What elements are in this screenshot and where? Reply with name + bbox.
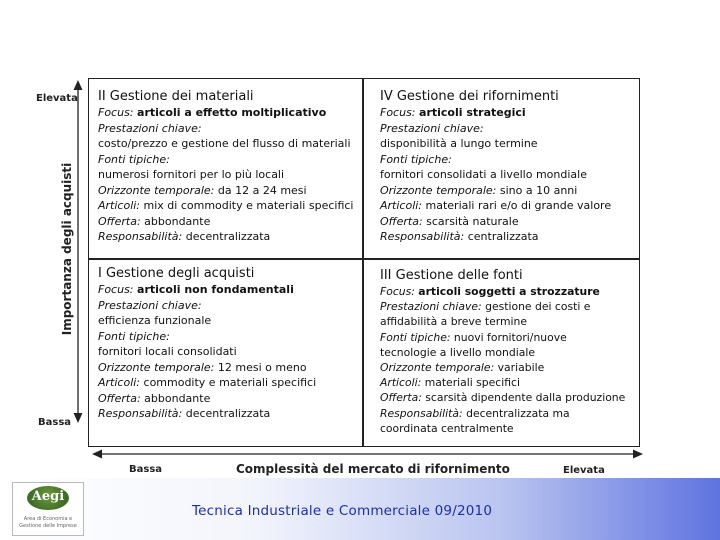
quadrant-text-line	[380, 198, 611, 214]
quadrant-title: I Gestione degli acquisti	[98, 266, 255, 281]
quadrant-text-line	[380, 229, 611, 245]
attribute-key: Focus:	[98, 106, 134, 119]
matrix-horizontal-divider	[88, 258, 640, 260]
attribute-key: Responsabilità:	[98, 230, 183, 243]
attribute-key: Orizzonte temporale:	[380, 183, 497, 197]
attribute-value: decentralizzata ma	[466, 406, 570, 420]
attribute-key: Articoli:	[98, 376, 141, 389]
quadrant-text-line: Fonti tipiche:	[98, 329, 170, 343]
quadrant-text-line: Fonti tipiche:	[380, 152, 452, 166]
quadrant-text-line	[98, 214, 353, 230]
attribute-value: variabile	[497, 361, 545, 375]
quadrant-text-line	[380, 284, 625, 299]
quadrant-text-line	[98, 229, 353, 245]
attribute-key: Orizzonte temporale:	[98, 360, 215, 374]
footer-text: Tecnica Industriale e Commerciale 09/2010	[192, 503, 493, 519]
quadrant-text-line: numerosi fornitori per lo più locali	[98, 168, 285, 181]
attribute-value: abbondante	[144, 391, 211, 405]
attribute-key: Offerta:	[98, 214, 141, 228]
attribute-value: scarsità dipendente dalla produzione	[425, 391, 626, 405]
attribute-value: scarsità naturale	[426, 214, 519, 228]
quadrant-text-line	[98, 391, 316, 407]
attribute-key: Focus:	[380, 285, 415, 298]
attribute-value: articoli a effetto moltiplicativo	[137, 106, 327, 119]
attribute-value: articoli soggetti a strozzature	[418, 285, 600, 298]
attribute-key: Offerta:	[380, 391, 422, 405]
x-axis-title: Complessità del mercato di rifornimento	[236, 462, 510, 476]
quadrant-text-line	[380, 214, 611, 230]
x-axis-high-label: Elevata	[563, 465, 605, 476]
y-axis-title: Importanza degli acquisti	[60, 162, 74, 336]
quadrant-text-line	[380, 299, 625, 314]
attribute-key: Fonti tipiche:	[380, 330, 451, 344]
quadrant-title: II Gestione dei materiali	[98, 89, 254, 104]
attribute-key: Responsabilità:	[380, 230, 465, 243]
x-axis-arrowhead-right	[633, 450, 643, 459]
attribute-value: decentralizzata	[185, 230, 271, 243]
quadrant-text-line	[380, 360, 625, 375]
attribute-key: Orizzonte temporale:	[380, 361, 495, 375]
attribute-value: centralizzata	[467, 230, 539, 243]
x-axis-arrowhead-left	[92, 450, 102, 459]
quadrant-text-line	[98, 105, 353, 121]
quadrant-iii	[380, 267, 625, 436]
quadrant-text-line: Prestazioni chiave:	[98, 121, 202, 135]
quadrant-title: III Gestione delle fonti	[380, 268, 523, 283]
quadrant-title: IV Gestione dei rifornimenti	[380, 89, 559, 104]
quadrant-text-line: costo/prezzo e gestione del flusso di materiali	[98, 137, 351, 150]
attribute-key: Articoli:	[380, 376, 422, 390]
attribute-key: Prestazioni chiave:	[380, 300, 482, 314]
quadrant-ii	[98, 88, 353, 245]
attribute-value: nuovi fornitori/nuove	[453, 330, 567, 344]
attribute-key: Responsabilità:	[98, 407, 183, 420]
quadrant-text-line	[380, 330, 625, 345]
quadrant-text-line: tecnologie a livello mondiale	[380, 345, 535, 359]
attribute-key: Offerta:	[98, 391, 141, 405]
attribute-value: gestione dei costi e	[485, 300, 591, 314]
attribute-value: materiali specifici	[424, 376, 520, 390]
quadrant-text-line	[98, 406, 316, 422]
quadrant-text-line	[98, 183, 353, 199]
attribute-value: articoli strategici	[419, 106, 526, 119]
attribute-value: 12 mesi o meno	[217, 360, 307, 374]
attribute-key: Offerta:	[380, 214, 423, 228]
quadrant-text-line: disponibilità a lungo termine	[380, 137, 538, 150]
quadrant-i	[98, 265, 316, 422]
attribute-value: decentralizzata	[185, 407, 271, 420]
attribute-value: sino a 10 anni	[499, 183, 578, 197]
attribute-value: mix di commodity e materiali specifici	[143, 199, 354, 212]
logo-subtitle: Area di Economia e Gestione delle Imprese	[19, 516, 77, 529]
quadrant-text-line: fornitori consolidati a livello mondiale	[380, 168, 587, 181]
attribute-value: materiali rari e/o di grande valore	[425, 199, 612, 212]
attribute-key: Articoli:	[380, 199, 423, 212]
logo-name: Aegi	[31, 489, 65, 504]
quadrant-text-line	[380, 105, 611, 121]
quadrant-text-line	[380, 183, 611, 199]
attribute-key: Orizzonte temporale:	[98, 183, 215, 197]
attribute-value: abbondante	[144, 214, 211, 228]
quadrant-text-line	[380, 390, 625, 405]
quadrant-text-line: affidabilità a breve termine	[380, 315, 527, 329]
attribute-key: Responsabilità:	[380, 406, 463, 420]
quadrant-text-line	[98, 360, 316, 376]
y-axis-arrowhead-top	[74, 80, 83, 90]
quadrant-text-line: Prestazioni chiave:	[98, 298, 202, 312]
attribute-key: Focus:	[98, 283, 134, 296]
quadrant-text-line	[98, 282, 316, 298]
quadrant-text-line	[98, 198, 353, 214]
quadrant-text-line: Prestazioni chiave:	[380, 121, 484, 135]
quadrant-text-line	[380, 375, 625, 390]
quadrant-text-line: efficienza funzionale	[98, 314, 212, 327]
matrix-vertical-divider	[362, 78, 364, 447]
y-axis-arrowhead-bottom	[74, 413, 83, 423]
attribute-value: articoli non fondamentali	[137, 283, 294, 296]
y-axis-high-label: Elevata	[36, 93, 78, 104]
attribute-value: da 12 a 24 mesi	[217, 183, 307, 197]
quadrant-text-line: coordinata centralmente	[380, 421, 514, 435]
quadrant-text-line	[380, 406, 625, 421]
attribute-value: commodity e materiali specifici	[143, 376, 317, 389]
attribute-key: Focus:	[380, 106, 416, 119]
quadrant-iv	[380, 88, 611, 245]
x-axis-low-label: Bassa	[129, 464, 163, 475]
y-axis-low-label: Bassa	[38, 417, 72, 428]
quadrant-text-line: Fonti tipiche:	[98, 152, 170, 166]
quadrant-text-line: fornitori locali consolidati	[98, 345, 237, 358]
quadrant-text-line	[98, 375, 316, 391]
attribute-key: Articoli:	[98, 199, 141, 212]
